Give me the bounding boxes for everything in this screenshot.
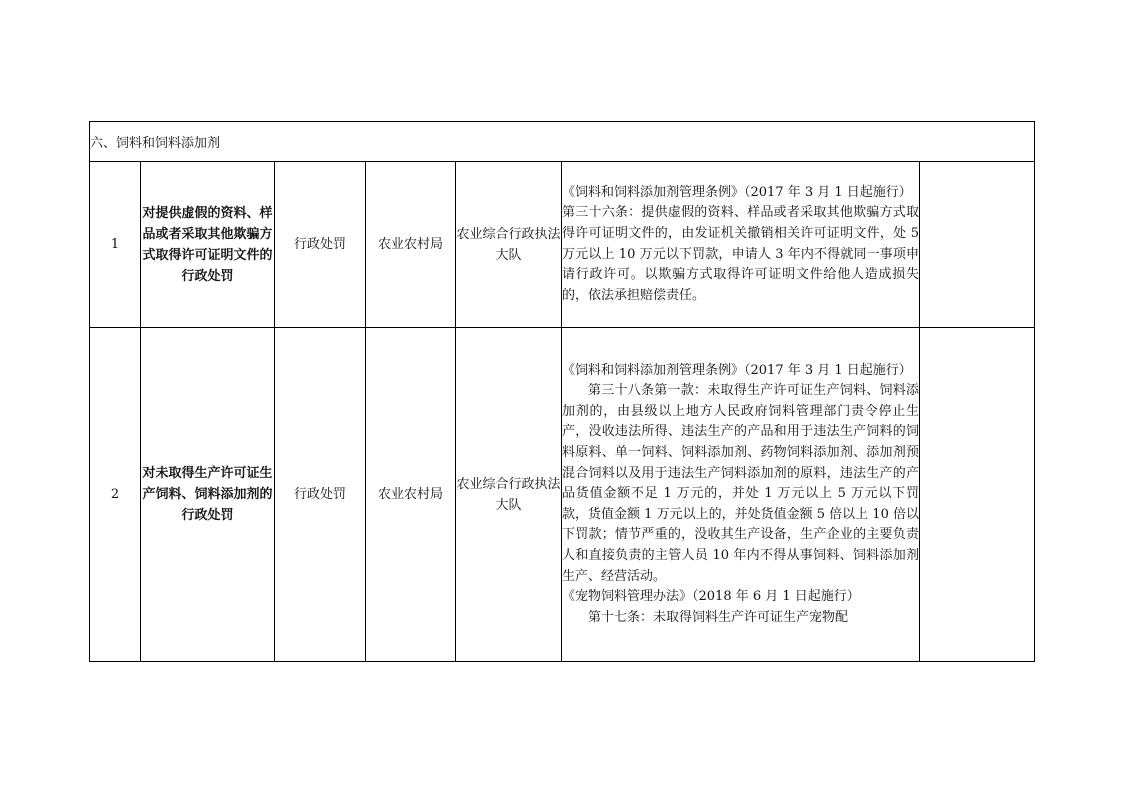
department: 农业农村局 <box>366 162 456 328</box>
remark-cell <box>920 328 1035 662</box>
basis-regulation-title: 《饲料和饲料添加剂管理条例》（2017 年 3 月 1 日起施行） <box>562 362 912 378</box>
basis-regulation-title: 《宠物饲料管理办法》（2018 年 6 月 1 日起施行） <box>562 589 860 605</box>
item-name: 对未取得生产许可证生产饲料、饲料添加剂的行政处罚 <box>141 328 275 662</box>
table-row <box>90 328 1035 662</box>
basis-regulation-title: 《饲料和饲料添加剂管理条例》（2017 年 3 月 1 日起施行） <box>562 184 912 200</box>
regulation-table <box>89 121 1035 662</box>
basis-article: 第十七条：未取得饲料生产许可证生产宠物配 <box>588 609 849 625</box>
enforcement-unit: 农业综合行政执法大队 <box>456 162 562 328</box>
legal-basis <box>562 162 920 328</box>
enforcement-unit: 农业综合行政执法大队 <box>456 328 562 662</box>
item-type: 行政处罚 <box>275 328 366 662</box>
basis-article: 第三十八条第一款：未取得生产许可证生产饲料、饲料添加剂的，由县级以上地方人民政府饲料管理部门责令停止生产，没收违法所得、违法生产的产品和用于违法生产饲料的饲料原料、单一饲料、饲料添加剂、药物饲料添加剂、添加剂预混合饲料以及用于违法生产饲料添加剂的原料，违法生产的产品货值金额不足 1 万元的，并处 1 万元以上 5 万元以下罚款，货值金额 1 万元以上的，并处货值金额 5 倍以上 10 倍以下罚款；情节严重的，没收其生产设备，生产企业的主要负责人和直接负责的主管人员 10 年内不得从事饲料、饲料添加剂生产、经营活动。 <box>562 383 919 584</box>
section-title: 六、饲料和饲料添加剂 <box>90 122 1035 162</box>
item-name: 对提供虚假的资料、样品或者采取其他欺骗方式取得许可证明文件的行政处罚 <box>141 162 275 328</box>
section-row <box>90 122 1035 162</box>
remark-cell <box>920 162 1035 328</box>
item-type: 行政处罚 <box>275 162 366 328</box>
legal-basis <box>562 328 920 662</box>
row-number: 2 <box>90 328 141 662</box>
table-row <box>90 162 1035 328</box>
department: 农业农村局 <box>366 328 456 662</box>
row-number: 1 <box>90 162 141 328</box>
basis-article: 第三十六条：提供虚假的资料、样品或者采取其他欺骗方式取得许可证明文件的，由发证机关撤销相关许可证明文件，处 5 万元以上 10 万元以下罚款，申请人 3 年内不得就同一事项申请行政许可。以欺骗方式取得许可证明文件给他人造成损失的，依法承担赔偿责任。 <box>562 205 919 303</box>
